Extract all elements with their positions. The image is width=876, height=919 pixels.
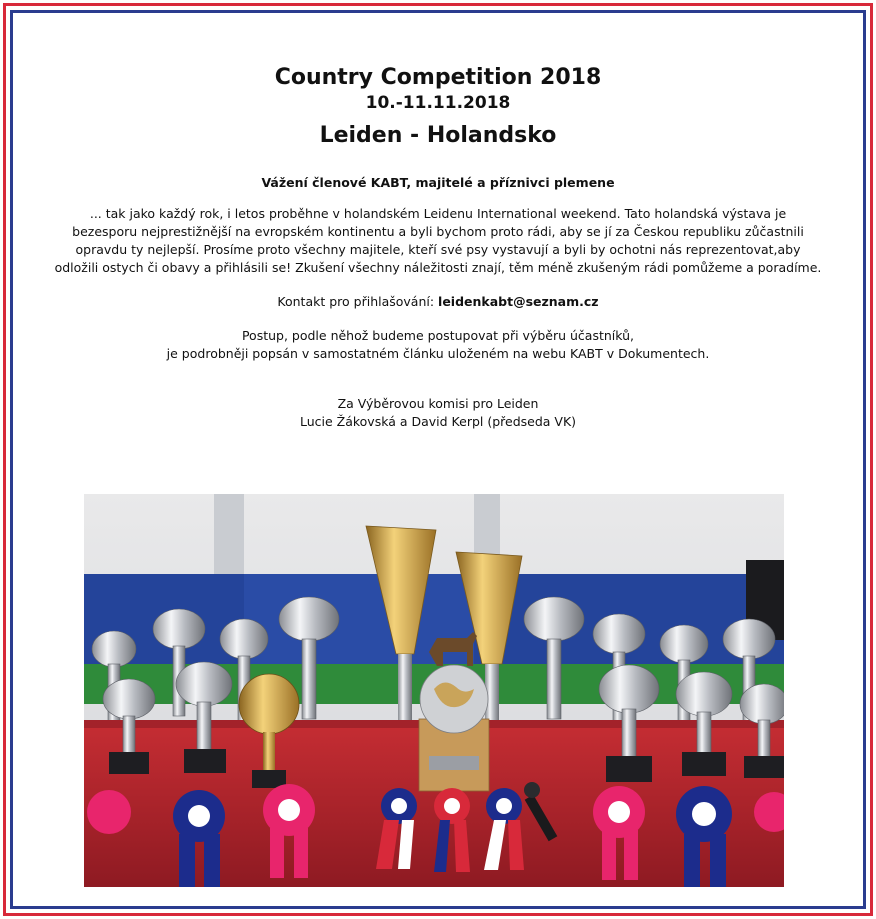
body-line: opravdu ty nejlepší. Prosíme proto všechny majitele, kteří své psy vystavují a byli by ochotni nás reprezentovat,aby — [75, 242, 801, 257]
greeting: Vážení členové KABT, majitelé a příznivci plemene — [261, 175, 615, 190]
contact-label: Kontakt pro přihlašování: — [277, 294, 439, 309]
body-line: ... tak jako každý rok, i letos proběhne v holandském Leidenu International weekend. Tato holandská výstava je — [89, 206, 787, 221]
signature-line: Lucie Žákovská a David Kerpl (předseda VK) — [299, 414, 577, 429]
document-content — [16, 16, 860, 431]
body-line: bezesporu nejprestižnější na evropském kontinentu a byli bychom proto rádi, aby se jí za Českou republiku zůčastnili — [72, 224, 804, 239]
event-place: Leiden - Holandsko — [319, 123, 557, 148]
page-title: Country Competition 2018 — [274, 65, 602, 90]
body-paragraph — [48, 205, 828, 277]
procedure-paragraph — [16, 327, 860, 363]
trophy-table-photo — [84, 494, 784, 887]
body-line: odložili ostych či obavy a přihlásili se! Zkušení všechny náležitosti znají, těm méně zkušeným rádi pomůžeme a poradíme. — [54, 260, 822, 275]
contact-line — [16, 293, 860, 311]
procedure-line: Postup, podle něhož budeme postupovat při výběru účastníků, — [241, 328, 635, 343]
signature-line: Za Výběrovou komisi pro Leiden — [337, 396, 539, 411]
signature-block — [16, 395, 860, 431]
event-date: 10.-11.11.2018 — [365, 93, 511, 113]
contact-email: leidenkabt@seznam.cz — [438, 294, 599, 309]
procedure-line: je podrobněji popsán v samostatném článku uloženém na webu KABT v Dokumentech. — [166, 346, 710, 361]
